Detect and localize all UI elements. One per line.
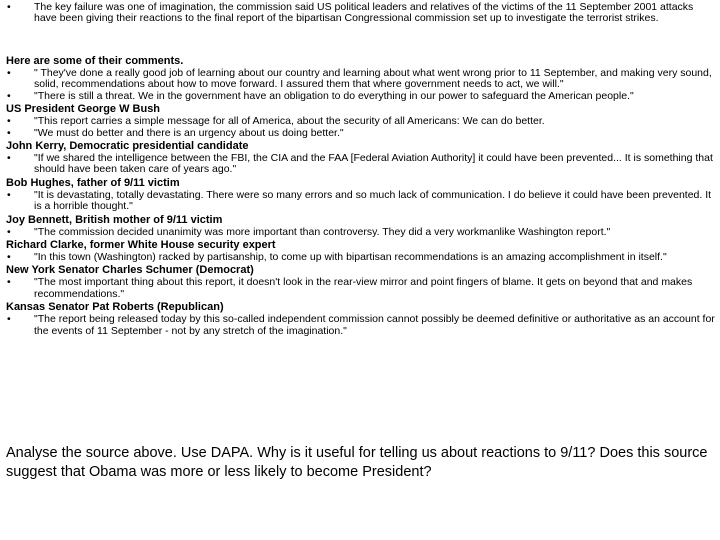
intro-paragraph [0,2,720,25]
speaker-heading: John Kerry, Democratic presidential candidate [6,140,249,153]
bullet-icon: • [7,251,11,264]
quote-text: "It is devastating, totally devastating. There were so many errors and so much lack of communication. I do believe it could have been prevented. It is a horrible thought." [34,188,712,213]
speaker-heading: Joy Bennett, British mother of 9/11 victim [6,213,223,226]
quote-text: "There is still a threat. We in the government have an obligation to do everything in our power to safeguard the American people." [34,89,634,102]
speaker-heading: Richard Clarke, former White House security expert [6,239,276,252]
bullet-icon: • [7,276,11,289]
quote-item [0,190,720,213]
intro-text: The key failure was one of imagination, the commission said US political leaders and relatives of the victims of the 11 September 2001 attacks have been giving their reactions to the final report of the bipartisan Congressional commission set up to investigate the terrorist strikes. [34,1,694,25]
quote-text: "In this town (Washington) racked by partisanship, to come up with bipartisan recommendations is an amazing accomplishment in itself." [34,251,667,264]
quote-item [0,91,720,102]
quotes-section [0,54,720,337]
quote-item [0,252,720,263]
bullet-icon: • [7,1,11,13]
quote-item [0,227,720,238]
quote-item [0,128,720,139]
quote-item [0,153,720,176]
quote-text: " They've done a really good job of learning about our country and learning about what went wrong prior to 11 September, and making very sound, solid, recommendations about how to move forward. I assured them that where government needs to act, we will." [34,67,712,91]
quote-item [0,68,720,91]
speaker-heading: US President George W Bush [6,103,161,116]
bullet-icon: • [7,115,11,128]
bullet-icon: • [7,67,11,79]
bullet-icon: • [7,225,11,238]
bullet-icon: • [7,188,11,201]
bullet-icon: • [7,152,11,165]
speaker-heading: Here are some of their comments. [6,55,184,67]
quote-text: "We must do better and there is an urgency about us doing better." [34,126,344,139]
quote-text: "The report being released today by this so-called independent commission cannot possibly be deemed definitive or authoritative as an account for the events of 11 September - not by any stretch of the imagination." [34,313,715,337]
analysis-questions: Analyse the source above. Use DAPA. Why is it useful for telling us about reactions to 9/11? Does this source suggest that Obama was more or less likely to become President? [6,445,708,480]
quote-text: "The most important thing about this report, it doesn't look in the rear-view mirror and point fingers of blame. It gets on beyond that and makes recommendations." [34,276,693,300]
speaker-heading: New York Senator Charles Schumer (Democrat) [6,264,254,277]
speaker-heading: Kansas Senator Pat Roberts (Republican) [6,301,224,314]
quote-item [0,277,720,300]
quote-text: "This report carries a simple message for all of America, about the security of all Americans: We can do better. [34,115,545,128]
quote-item [0,314,720,337]
quote-text: "The commission decided unanimity was more important than controversy. They did a very workmanlike Washington report." [34,225,611,238]
speaker-heading: Bob Hughes, father of 9/11 victim [6,176,180,189]
bullet-icon: • [7,89,11,102]
bullet-icon: • [7,313,11,326]
bullet-icon: • [7,126,11,139]
quote-text: "If we shared the intelligence between the FBI, the CIA and the FAA [Federal Aviation Authority] it could have been prevented... It is something that should have been taken care of years ago." [34,152,713,176]
list-item [0,2,720,25]
